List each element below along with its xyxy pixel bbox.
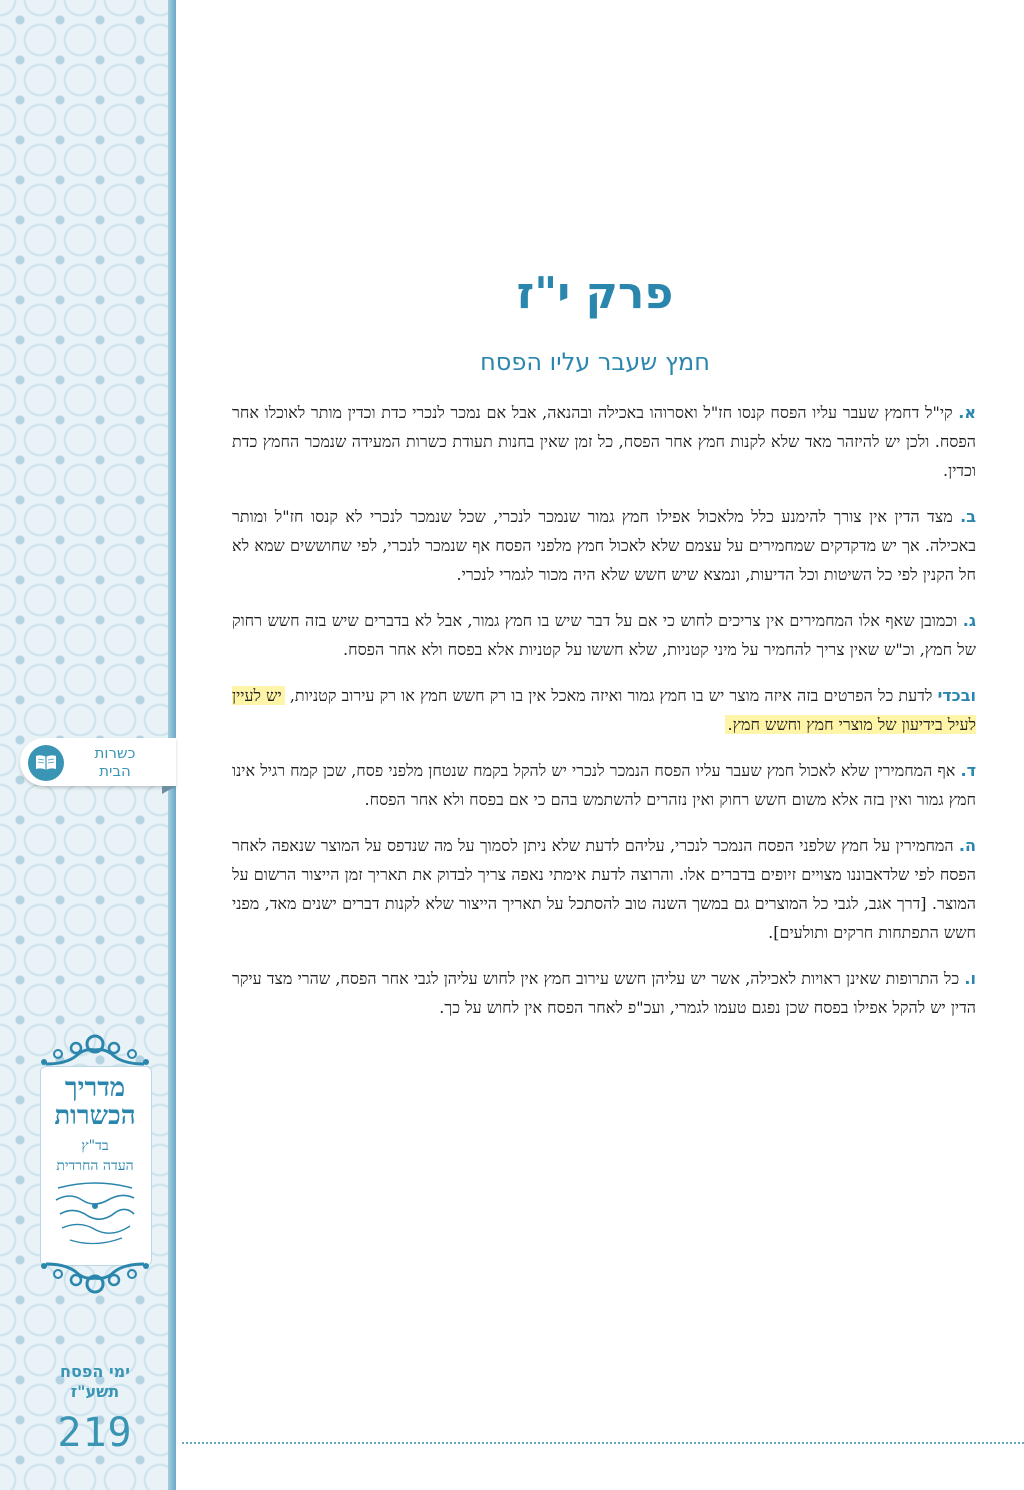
paragraph	[232, 681, 976, 739]
chapter-body	[232, 398, 976, 1039]
kashrut-guide-badge	[36, 1030, 154, 1294]
paragraph-marker: ו.	[964, 969, 976, 988]
open-book-icon	[28, 745, 64, 781]
badge-title-line1: מדריך	[64, 1073, 126, 1103]
bottom-ornament-icon	[36, 1258, 154, 1298]
paragraph-text: לדעת כל הפרטים בזה איזה מוצר יש בו חמץ גמור ואיזה מאכל אין בו רק חשש חמץ או רק עירוב קטניות,	[289, 686, 933, 705]
top-ornament-icon	[36, 1030, 154, 1070]
paragraph-text: המחמירין על חמץ שלפני הפסח הנמכר לנכרי, עליהם לדעת שלא ניתן לסמוך על מה שנדפס על המוצר שנאפה לאחר הפסח לפי שלדאבוננו מצויים זיופים בדברים אלו. והרוצה לדעת אימתי נאפה צריך לבדוק את תאריך זמן הייצור הרשום על המוצר. [דרך אגב, לגבי כל המוצרים גם במשך השנה טוב להסתכל על תאריך הייצור שלא לקנות דברים ישנים מאד, מפני חשש התפתחות חרקים ותולעים].	[232, 836, 976, 942]
chapter-subtitle: חמץ שעבר עליו הפסח	[480, 348, 710, 376]
paragraph	[232, 606, 976, 664]
badge-title-line2: הכשרות	[54, 1101, 136, 1131]
page-number: 219	[57, 1410, 133, 1456]
paragraph	[232, 831, 976, 947]
season-label	[40, 1362, 150, 1402]
paragraph-marker: ובכדי	[937, 686, 976, 705]
paragraph-text: וכמובן שאף אלו המחמירים אין צריכים לחוש כי אם על דבר שיש בו חמץ גמור, אבל לא בדברים שיש בזה חשש רחוק של חמץ, וכ"ש שאין צריך להחמיר על מיני קטניות, שלא חששו על קטניות אלא בפסח ולא אחר הפסח.	[232, 611, 976, 659]
paragraph-text: מצד הדין אין צורך להימנע כלל מלאכול אפילו חמץ גמור שנמכר לנכרי, שכל שנמכר לנכרי לא קנסו חז"ל ומותר באכילה. אך יש מדקדקים שמחמירים על עצמם שלא לאכול חמץ מלפני הפסח אף שנמכר לנכרי, לפי שחוששים שמא לא חל הקנין לפי כל השיטות וכל הדיעות, ונמצא שיש חשש שלא היה מכור לגמרי לנכרי.	[232, 507, 976, 584]
paragraph-marker: ג.	[962, 611, 977, 630]
season-line1: ימי הפסח	[60, 1362, 130, 1381]
bottom-dotted-rule	[182, 1442, 1024, 1444]
badge-title	[40, 1074, 150, 1130]
paragraph-marker: א.	[958, 403, 976, 422]
section-tab-label[interactable]	[72, 744, 158, 780]
badge-subtitle: בד"ץ	[81, 1138, 109, 1154]
section-tab-line1: כשרות	[94, 744, 136, 762]
supervision-seal-icon	[50, 1178, 140, 1254]
chapter-title: פרק י"ז	[516, 268, 674, 319]
paragraph-text: קי"ל דחמץ שעבר עליו הפסח קנסו חז"ל ואסרוהו באכילה ובהנאה, אבל אם נמכר לנכרי כדת וכדין מותר לאוכלו אחר הפסח. ולכן יש להיזהר מאד שלא לקנות חמץ אחר הפסח, כל זמן שאין בחנות תעודת כשרות המעידה שנמכר החמץ כדת וכדין.	[232, 403, 976, 480]
paragraph-marker: ב.	[960, 507, 976, 526]
paragraph-marker: ד.	[960, 761, 976, 780]
section-tab-line2: הבית	[99, 762, 131, 780]
section-tab-flap	[162, 786, 176, 794]
paragraph	[232, 502, 976, 589]
paragraph-text: כל התרופות שאינן ראויות לאכילה, אשר יש עליהן חשש עירוב חמץ אין לחוש עליהן לגבי אחר הפסח, שהרי מצד עיקר הדין יש להקל אפילו בפסח שכן נפגם טעמו לגמרי, ועכ"פ לאחר הפסח אין לחוש על כך.	[232, 969, 976, 1017]
highlighted-reference: יש לעיין לעיל בידיעון של מוצרי חמץ וחשש חמץ.	[232, 686, 976, 734]
paragraph	[232, 964, 976, 1022]
paragraph	[232, 398, 976, 485]
paragraph	[232, 756, 976, 814]
paragraph-marker: ה.	[958, 836, 976, 855]
paragraph-text: אף המחמירין שלא לאכול חמץ שעבר עליו הפסח הנמכר לנכרי יש להקל בקמח שנטחן מלפני פסח, שכן קמח רגיל אינו חמץ גמור ואין בזה אלא משום חשש רחוק ואין נזהרים להשתמש בהם כי אם בפסח ולא אחר הפסח.	[232, 761, 976, 809]
season-line2: תשע"ז	[70, 1382, 120, 1401]
badge-organization: העדה החרדית	[56, 1158, 134, 1174]
